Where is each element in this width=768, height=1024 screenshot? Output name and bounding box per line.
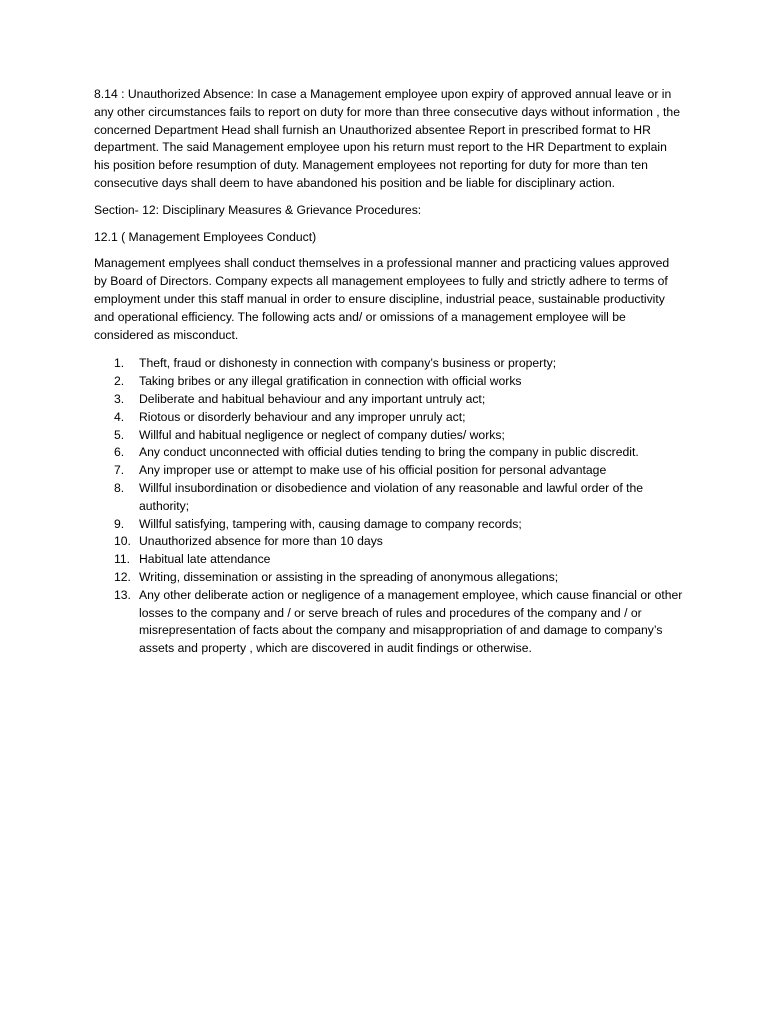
- list-item-number: 3.: [114, 391, 125, 406]
- section-12-1-subheading: 12.1 ( Management Employees Conduct): [94, 229, 317, 244]
- list-item-number: 7.: [114, 463, 125, 478]
- list-item-number: 2.: [114, 374, 125, 389]
- section-8-14-paragraph: 8.14 : Unauthorized Absence: In case a Management employee upon expiry of approved annual leave or in any other circumstances fails to report on duty for more than three consecutive days without information , the concerned Department Head shall furnish an Unauthorized absentee Report in prescribed format to HR department. The said Management employee upon his return must report to the HR Department to explain his position before resumption of duty. Management employees not reporting for duty for more than ten consecutive days shall deem to have abandoned his position and be liable for disciplinary action.: [94, 87, 680, 190]
- list-item: [94, 551, 684, 569]
- list-item-text: Deliberate and habitual behaviour and any important untruly act;: [139, 391, 486, 406]
- list-item-number: 11.: [114, 552, 131, 567]
- list-item-number: 4.: [114, 409, 125, 424]
- list-item-text: Unauthorized absence for more than 10 days: [139, 534, 383, 549]
- list-item-text: Any conduct unconnected with official duties tending to bring the company in public discredit.: [139, 445, 639, 460]
- conduct-intro-paragraph: Management emplyees shall conduct themselves in a professional manner and practicing values approved by Board of Directors. Company expects all management employees to fully and strictly adhere to terms of employment under this staff manual in order to ensure discipline, industrial peace, sustainable productivity and operational efficiency. The following acts and/ or omissions of a management employee will be considered as misconduct.: [94, 256, 670, 342]
- section-12-heading: Section- 12: Disciplinary Measures & Grievance Procedures:: [94, 202, 422, 217]
- list-item: [94, 516, 684, 534]
- list-item: [94, 355, 684, 373]
- list-item-number: 10.: [114, 534, 131, 549]
- list-item-text: Any other deliberate action or negligence of a management employee, which cause financial or other losses to the company and / or serve breach of rules and procedures of the company and / or misrepresentation of facts about the company and misappropriation of and damage to company’s assets and property , which are discovered in audit findings or otherwise.: [139, 587, 683, 656]
- list-item-text: Theft, fraud or dishonesty in connection with company’s business or property;: [139, 356, 557, 371]
- list-item-text: Writing, dissemination or assisting in the spreading of anonymous allegations;: [139, 569, 559, 584]
- list-item: [94, 533, 684, 551]
- list-item-number: 13.: [114, 587, 131, 602]
- list-item: [94, 444, 684, 462]
- list-item-number: 9.: [114, 516, 125, 531]
- list-item-number: 6.: [114, 445, 125, 460]
- misconduct-list: [94, 355, 684, 658]
- list-item: [94, 480, 684, 516]
- list-item: [94, 427, 684, 445]
- list-item: [94, 587, 684, 658]
- list-item-text: Taking bribes or any illegal gratification in connection with official works: [139, 374, 522, 389]
- list-item-text: Habitual late attendance: [139, 552, 271, 567]
- list-item: [94, 462, 684, 480]
- list-item-text: Willful insubordination or disobedience and violation of any reasonable and lawful order of the authority;: [139, 480, 644, 513]
- list-item: [94, 569, 684, 587]
- list-item-number: 1.: [114, 356, 125, 371]
- list-item-text: Any improper use or attempt to make use of his official position for personal advantage: [139, 463, 607, 478]
- list-item: [94, 409, 684, 427]
- list-item-text: Willful satisfying, tampering with, causing damage to company records;: [139, 516, 522, 531]
- list-item-text: Willful and habitual negligence or neglect of company duties/ works;: [139, 427, 505, 442]
- list-item: [94, 373, 684, 391]
- list-item-number: 12.: [114, 569, 131, 584]
- list-item: [94, 391, 684, 409]
- document-page: [94, 86, 684, 658]
- list-item-text: Riotous or disorderly behaviour and any improper unruly act;: [139, 409, 466, 424]
- list-item-number: 5.: [114, 427, 125, 442]
- list-item-number: 8.: [114, 480, 125, 495]
